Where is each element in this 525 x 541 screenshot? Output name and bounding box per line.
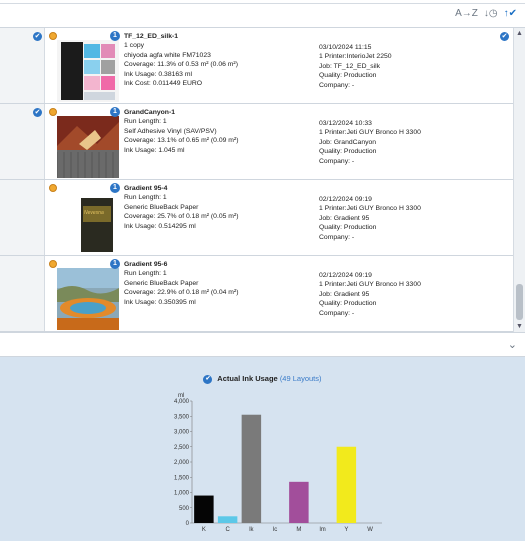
bar-lk — [242, 415, 261, 523]
job-company: Company: - — [319, 81, 355, 89]
panel-divider — [0, 332, 525, 357]
top-divider — [0, 0, 525, 4]
job-detail: Coverage: 25.7% of 0.18 m² (0.05 m²) — [124, 213, 239, 221]
job-info — [124, 260, 309, 307]
job-name: GrandCanyon-1 — [124, 109, 175, 116]
job-info — [124, 108, 309, 155]
job-job: Job: Gradient 95 — [319, 290, 370, 298]
job-printer: 1 Printer:Jeti GUY Bronco H 3300 — [319, 281, 421, 289]
job-detail: Coverage: 11.3% of 0.53 m² (0.06 m²) — [124, 61, 238, 69]
x-tick-label: Y — [344, 527, 349, 533]
job-quality: Quality: Production — [319, 224, 377, 232]
y-tick-label: 0 — [185, 521, 189, 527]
job-company: Company: - — [319, 157, 355, 165]
job-detail: Coverage: 22.9% of 0.18 m² (0.04 m²) — [124, 289, 239, 297]
chart-header — [0, 374, 525, 384]
y-tick-label: 2,500 — [173, 444, 189, 451]
x-tick-label: M — [296, 527, 302, 533]
job-detail: Run Length: 1 — [124, 270, 167, 278]
job-detail: Ink Usage: 0.514295 ml — [124, 222, 196, 230]
job-printer: 1 Printer:Jeti GUY Bronco H 3300 — [319, 129, 421, 137]
job-detail: Coverage: 13.1% of 0.65 m² (0.09 m²) — [124, 137, 239, 145]
ink-usage-panel — [0, 357, 525, 541]
job-meta — [319, 119, 499, 166]
row-gutter — [0, 256, 45, 331]
job-meta — [319, 271, 499, 318]
top-toolbar — [0, 0, 525, 28]
scroll-up-icon[interactable]: ▲ — [516, 30, 523, 37]
job-detail: Ink Usage: 0.350395 ml — [124, 298, 196, 306]
svg-text:Nevesna: Nevesna — [84, 210, 104, 216]
job-detail: Generic BlueBack Paper — [124, 279, 199, 287]
job-detail: Generic BlueBack Paper — [124, 203, 199, 211]
sort-az-icon[interactable]: A→Z — [455, 8, 478, 19]
y-tick-label: 3,500 — [173, 414, 189, 421]
job-quality: Quality: Production — [319, 148, 377, 156]
bar-m — [289, 482, 308, 523]
layout-count[interactable]: (49 Layouts) — [279, 374, 322, 383]
job-detail: Run Length: 1 — [124, 194, 167, 202]
x-tick-label: K — [201, 527, 206, 533]
sort-controls — [455, 8, 517, 19]
bar-k — [194, 496, 213, 523]
ink-usage-chart — [150, 385, 390, 535]
job-job: Job: GrandCanyon — [319, 138, 377, 146]
job-date: 03/12/2024 10:33 — [319, 120, 372, 127]
job-date: 03/10/2024 11:15 — [319, 44, 372, 51]
y-tick-label: 2,000 — [173, 460, 189, 466]
sort-time-icon[interactable]: ↓◷ — [483, 8, 498, 19]
check-icon[interactable]: ✔ — [205, 375, 211, 382]
select-check-icon[interactable]: ✔ — [34, 109, 41, 116]
job-printer: 1 Printer:Jeti GUY Bronco H 3300 — [319, 205, 421, 213]
job-job: Job: TF_12_ED_silk — [319, 62, 381, 70]
x-tick-label: lc — [272, 527, 278, 533]
job-thumbnail[interactable] — [57, 40, 119, 102]
job-detail: 1 copy — [124, 42, 145, 50]
job-detail: Run Length: 1 — [124, 118, 167, 126]
row-check-icon[interactable]: ✔ — [501, 33, 508, 40]
x-tick-label: W — [367, 527, 373, 533]
job-date: 02/12/2024 09:19 — [319, 196, 372, 203]
copies-badge: 1 — [110, 259, 120, 269]
collapse-chevron-icon[interactable]: ⌄ — [507, 339, 517, 351]
job-thumbnail[interactable] — [57, 268, 119, 330]
job-detail: Ink Usage: 1.045 ml — [124, 146, 185, 154]
job-name: Gradient 95-6 — [124, 261, 168, 268]
sort-check-icon[interactable]: ↑✔ — [503, 8, 517, 19]
job-company: Company: - — [319, 233, 355, 241]
scrollbar-thumb[interactable] — [516, 284, 523, 320]
job-row[interactable] — [0, 104, 513, 180]
row-gutter — [0, 180, 45, 255]
job-company: Company: - — [319, 309, 355, 317]
job-name: TF_12_ED_silk-1 — [124, 33, 179, 40]
job-row[interactable] — [0, 28, 513, 104]
bar-c — [218, 516, 237, 523]
status-dot-icon — [49, 184, 57, 192]
copies-badge: 1 — [110, 107, 120, 117]
job-info — [124, 184, 309, 231]
copies-badge: 1 — [110, 31, 120, 41]
y-tick-label: 4,000 — [173, 399, 189, 405]
job-thumbnail[interactable] — [57, 192, 119, 254]
status-dot-icon — [49, 260, 57, 268]
job-date: 02/12/2024 09:19 — [319, 272, 372, 279]
job-quality: Quality: Production — [319, 300, 377, 308]
job-detail: Ink Usage: 0.38163 ml — [124, 70, 193, 78]
x-tick-label: lk — [249, 527, 254, 533]
bar-y — [337, 447, 356, 523]
job-info — [124, 32, 309, 88]
job-row[interactable] — [0, 180, 513, 256]
job-detail: Ink Cost: 0.011449 EURO — [124, 80, 203, 88]
y-tick-label: 1,000 — [173, 490, 189, 497]
job-thumbnail[interactable] — [57, 116, 119, 178]
copies-badge: 1 — [110, 183, 120, 193]
y-tick-label: 500 — [178, 505, 189, 512]
x-tick-label: C — [225, 527, 230, 533]
job-meta — [319, 43, 499, 90]
job-name: Gradient 95-4 — [124, 185, 168, 192]
job-detail: Self Adhesive Vinyl (SAV/PSV) — [124, 127, 217, 135]
job-detail: chiyoda agfa white FM71023 — [124, 51, 211, 59]
job-job: Job: Gradient 95 — [319, 214, 370, 222]
x-tick-label: lm — [319, 527, 326, 533]
job-meta — [319, 195, 499, 242]
list-scrollbar[interactable] — [513, 28, 525, 332]
y-tick-label: 1,500 — [173, 475, 189, 482]
y-tick-label: 3,000 — [173, 429, 189, 436]
select-check-icon[interactable]: ✔ — [34, 33, 41, 40]
job-printer: 1 Printer:InterioJet 2250 — [319, 53, 392, 61]
y-axis-label: ml — [178, 393, 185, 399]
status-dot-icon — [49, 32, 57, 40]
chart-title: Actual Ink Usage — [217, 374, 278, 383]
job-quality: Quality: Production — [319, 72, 377, 80]
job-row[interactable] — [0, 256, 513, 332]
job-list — [0, 28, 513, 332]
status-dot-icon — [49, 108, 57, 116]
scroll-down-icon[interactable]: ▼ — [516, 323, 523, 330]
